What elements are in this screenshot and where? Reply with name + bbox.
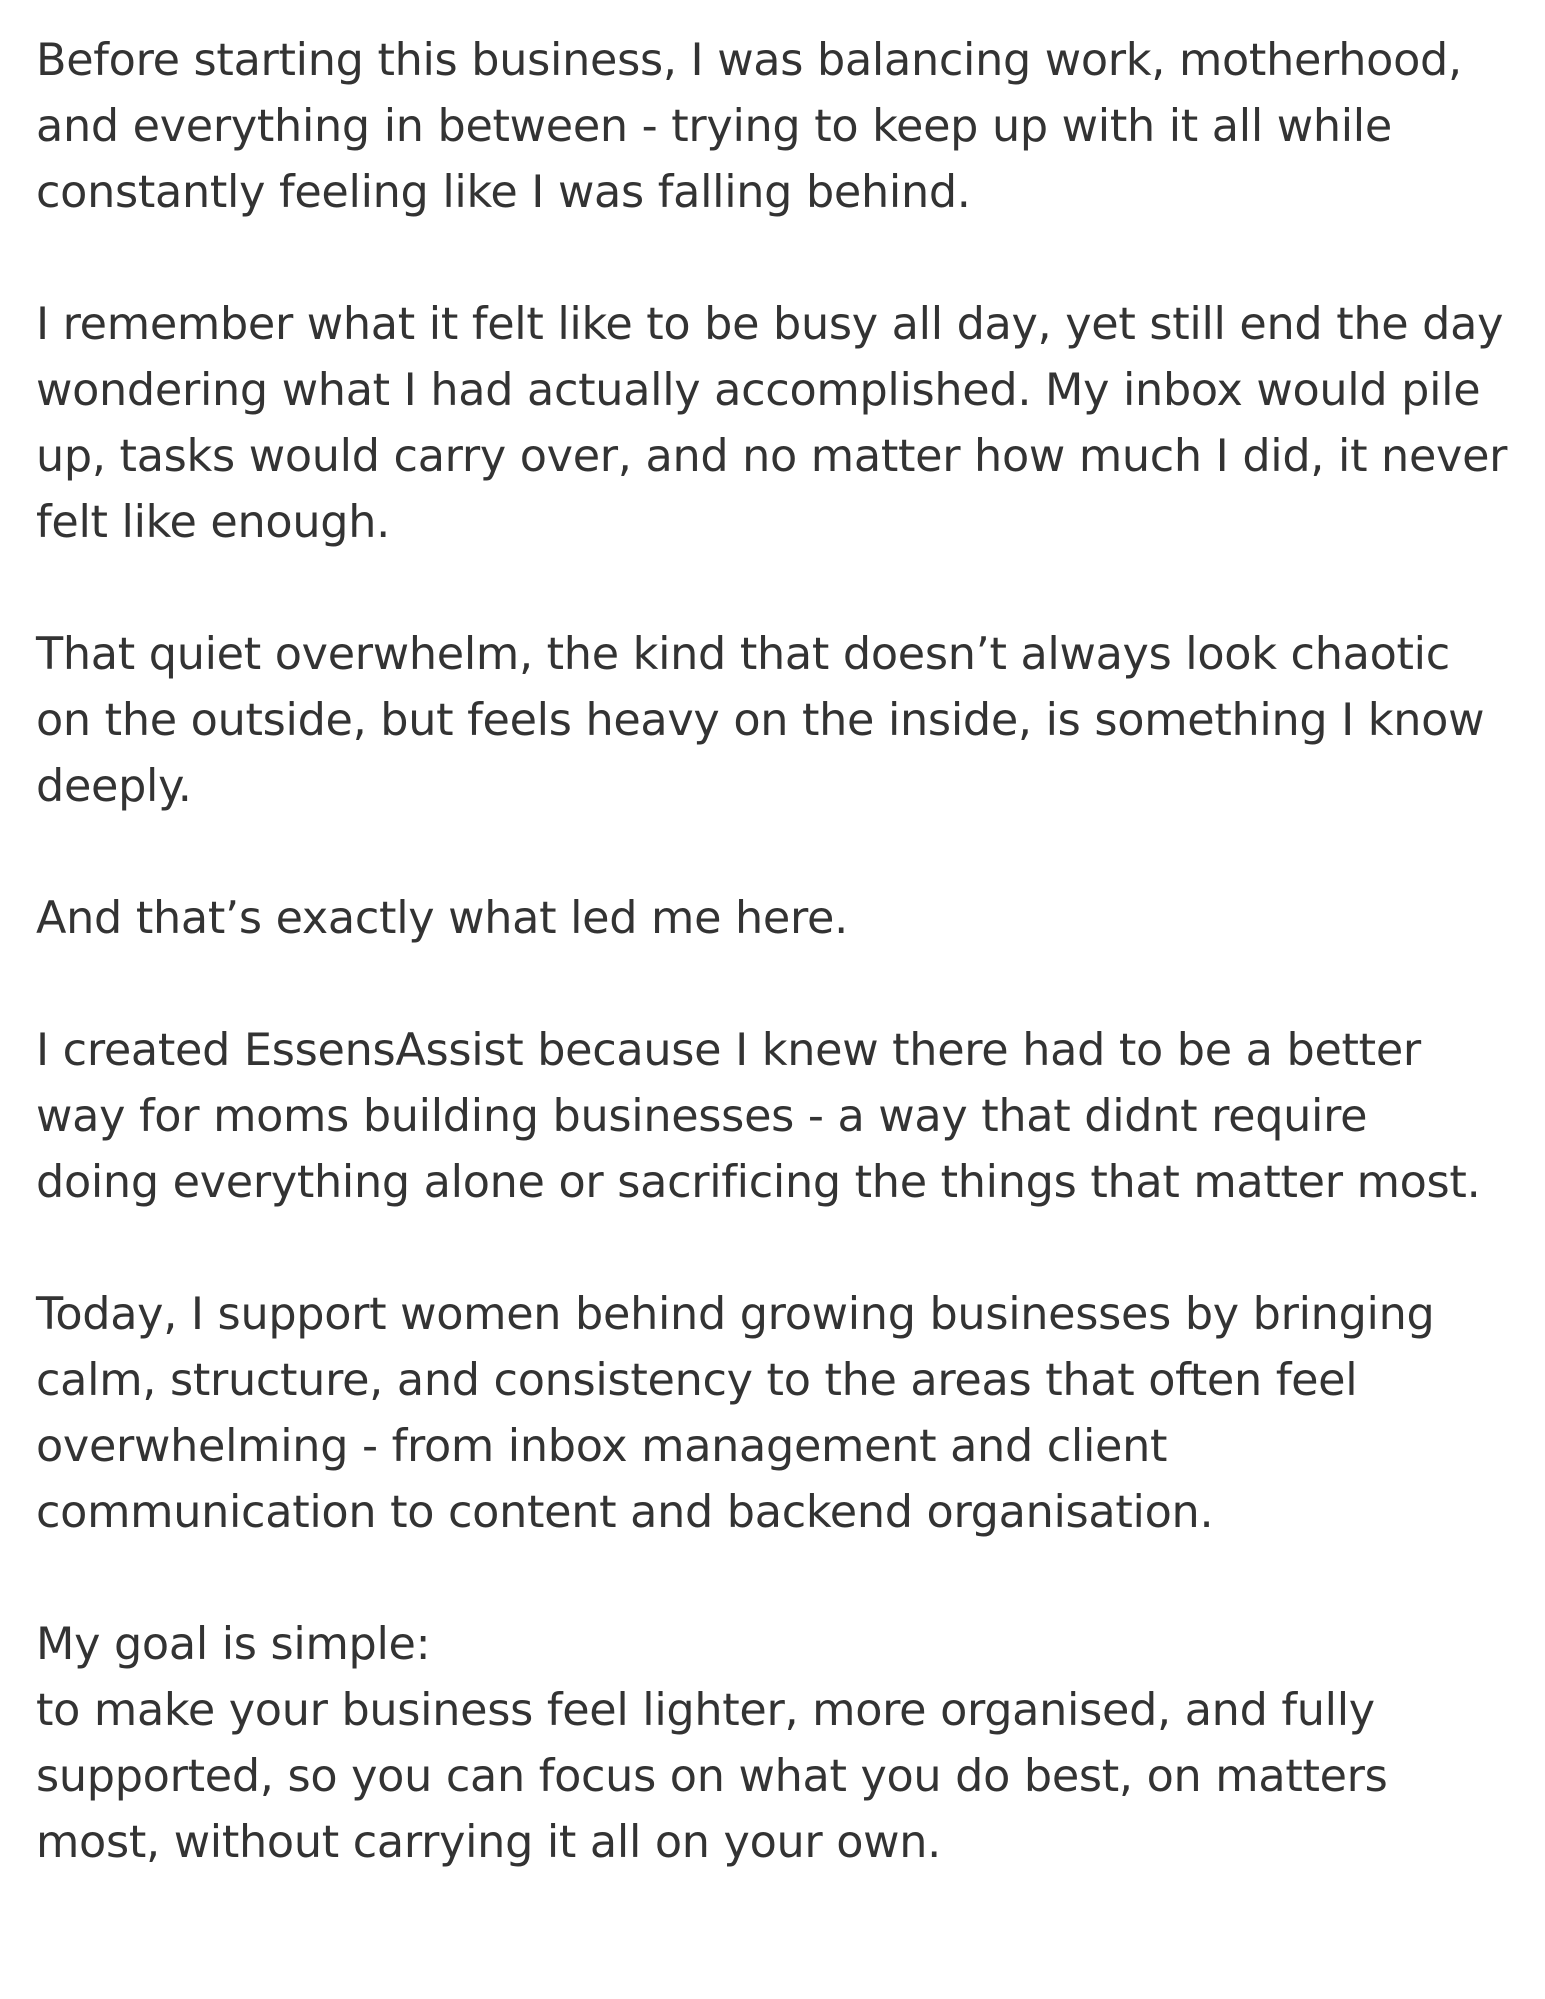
text-line: on the outside, but feels heavy on the inside, is something I know	[36, 695, 1485, 746]
text-line: deeply.	[36, 761, 192, 812]
text-line: Today, I support women behind growing businesses by bringing	[36, 1289, 1435, 1340]
text-line: and everything in between - trying to keep up with it all while	[36, 101, 1392, 152]
text-line: doing everything alone or sacrificing the things that matter most.	[36, 1157, 1481, 1208]
paragraph-goal	[36, 1612, 1516, 1876]
text-line: most, without carrying it all on your own.	[36, 1817, 942, 1868]
text-line: supported, so you can focus on what you do best, on matters	[36, 1751, 1388, 1802]
text-line: communication to content and backend organisation.	[36, 1487, 1214, 1538]
text-line: And that’s exactly what led me here.	[36, 893, 848, 944]
text-line: overwhelming - from inbox management and client	[36, 1421, 1168, 1472]
text-line: That quiet overwhelm, the kind that doesn’t always look chaotic	[36, 629, 1450, 680]
document-body	[36, 28, 1516, 1942]
paragraph-today-support	[36, 1282, 1516, 1546]
text-line: I remember what it felt like to be busy all day, yet still end the day	[36, 299, 1504, 350]
text-line: up, tasks would carry over, and no matter how much I did, it never	[36, 431, 1508, 482]
paragraph-quiet-overwhelm	[36, 622, 1516, 820]
text-line: constantly feeling like I was falling behind.	[36, 167, 971, 218]
text-line: Before starting this business, I was balancing work, motherhood,	[36, 35, 1462, 86]
paragraph-busy-days	[36, 292, 1516, 556]
text-line: way for moms building businesses - a way that didnt require	[36, 1091, 1368, 1142]
paragraph-led-me-here	[36, 886, 1516, 952]
text-line: My goal is simple:	[36, 1619, 431, 1670]
text-line: calm, structure, and consistency to the areas that often feel	[36, 1355, 1358, 1406]
text-line: to make your business feel lighter, more organised, and fully	[36, 1685, 1375, 1736]
text-line: I created EssensAssist because I knew there had to be a better	[36, 1025, 1421, 1076]
text-line: wondering what I had actually accomplished. My inbox would pile	[36, 365, 1481, 416]
paragraph-created-essensassist	[36, 1018, 1516, 1216]
paragraph-background	[36, 28, 1516, 226]
text-line: felt like enough.	[36, 497, 390, 548]
